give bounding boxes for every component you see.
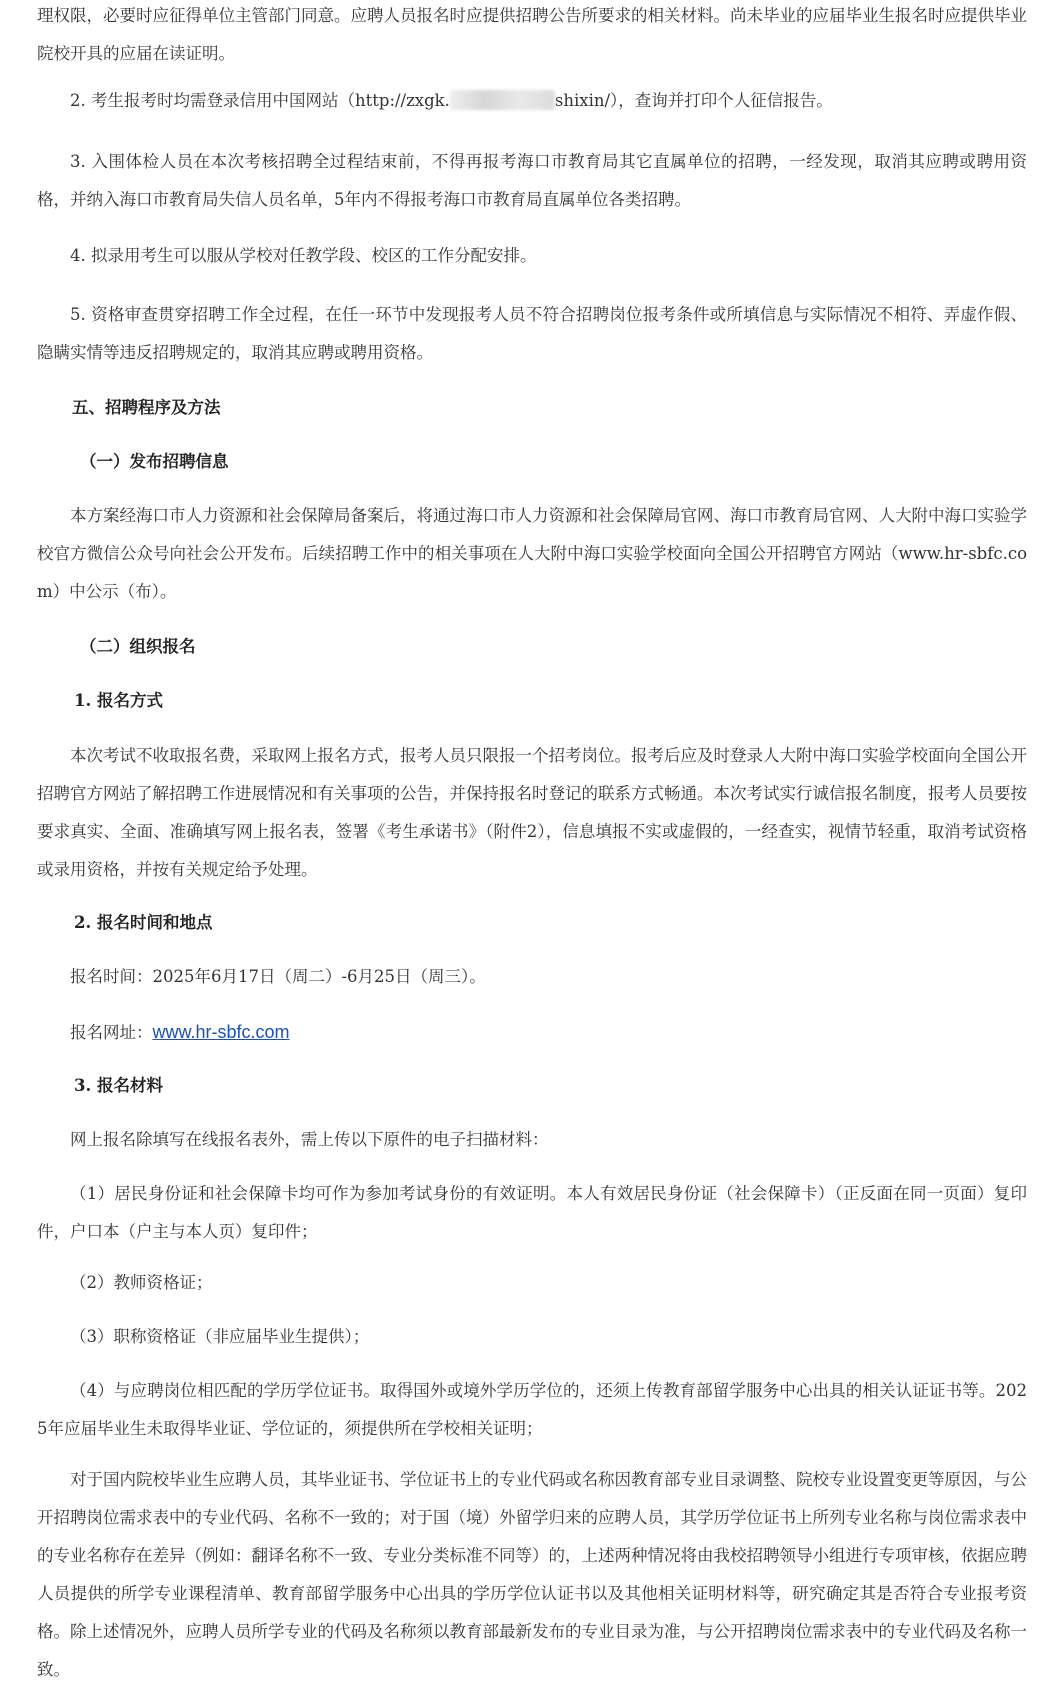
- redacted-url-segment: [450, 90, 555, 110]
- paragraph-registration-method: 本次考试不收取报名费，采取网上报名方式，报考人员只限报一个招考岗位。报考后应及时登录人大附中海口实验学校面向全国公开招聘官方网站了解招聘工作进展情况和有关事项的公告，并保持报名时登记的联系方式畅通。本次考试实行诚信报名制度，报考人员要按要求真实、全面、准确填写网上报名表，签署《考生承诺书》（附件2），信息填报不实或虚假的，一经查实，视情节轻重，取消考试资格或录用资格，并按有关规定给予处理。: [37, 746, 1027, 879]
- list-item-teacher-certificate: （2）教师资格证；: [70, 1273, 213, 1292]
- paragraph-exam-restriction: 3. 入围体检人员在本次考核招聘全过程结束前，不得再报考海口市教育局其它直属单位的招聘，一经发现，取消其应聘或聘用资格，并纳入海口市教育局失信人员名单，5年内不得报考海口市教育局直属单位各类招聘。: [37, 152, 1027, 209]
- section-heading-procedure: 五、招聘程序及方法: [72, 398, 221, 417]
- paragraph-registration-time: 报名时间：2025年6月17日（周二）-6月25日（周三）。: [70, 967, 486, 986]
- paragraph-assignment: 4. 拟录用考生可以服从学校对任教学段、校区的工作分配安排。: [70, 246, 537, 265]
- subsection-heading-publish: （一）发布招聘信息: [80, 452, 229, 471]
- subsection-heading-registration: （二）组织报名: [80, 637, 196, 656]
- list-item-id-card: （1）居民身份证和社会保障卡均可作为参加考试身份的有效证明。本人有效居民身份证（社会保障卡）（正反面在同一页面）复印件，户口本（户主与本人页）复印件；: [37, 1184, 1027, 1241]
- heading-registration-materials: 3. 报名材料: [74, 1076, 163, 1095]
- registration-url-label: 报名网址：: [70, 1023, 153, 1042]
- list-item-title-certificate: （3）职称资格证（非应届毕业生提供）；: [70, 1327, 370, 1346]
- credit-report-text-start: 2. 考生报考时均需登录信用中国网站（http://zxgk.: [70, 91, 450, 110]
- paragraph-materials-intro: 网上报名除填写在线报名表外，需上传以下原件的电子扫描材料：: [70, 1130, 549, 1149]
- paragraph-qualification-materials: 理权限，必要时应征得单位主管部门同意。应聘人员报名时应提供招聘公告所要求的相关材料。尚未毕业的应届毕业生报名时应提供毕业院校开具的应届在读证明。: [37, 6, 1027, 63]
- list-item-degree-certificate: （4）与应聘岗位相匹配的学历学位证书。取得国外或境外学历学位的，还须上传教育部留学服务中心出具的相关认证证书等。2025年应届毕业生未取得毕业证、学位证的，须提供所在学校相关证明；: [37, 1381, 1027, 1438]
- paragraph-publish-info: 本方案经海口市人力资源和社会保障局备案后，将通过海口市人力资源和社会保障局官网、海口市教育局官网、人大附中海口实验学校官方微信公众号向社会公开发布。后续招聘工作中的相关事项在人大附中海口实验学校面向全国公开招聘官方网站（www.hr-sbfc.com）中公示（布）。: [37, 506, 1027, 601]
- heading-registration-method: 1. 报名方式: [74, 691, 163, 710]
- heading-registration-time: 2. 报名时间和地点: [74, 913, 213, 932]
- registration-url-link[interactable]: www.hr-sbfc.com: [152, 1022, 290, 1042]
- credit-report-text-end: shixin/），查询并打印个人征信报告。: [554, 91, 833, 110]
- paragraph-registration-url: [37, 1013, 1027, 1052]
- paragraph-credit-report: [37, 82, 1027, 120]
- paragraph-major-review: 对于国内院校毕业生应聘人员，其毕业证书、学位证书上的专业代码或名称因教育部专业目录调整、院校专业设置变更等原因，与公开招聘岗位需求表中的专业代码、名称不一致的；对于国（境）外留学归来的应聘人员，其学历学位证书上所列专业名称与岗位需求表中的专业名称存在差异（例如：翻译名称不一致、专业分类标准不同等）的，上述两种情况将由我校招聘领导小组进行专项审核，依据应聘人员提供的所学专业课程清单、教育部留学服务中心出具的学历学位认证书以及其他相关证明材料等，研究确定其是否符合专业报考资格。除上述情况外，应聘人员所学专业的代码及名称须以教育部最新发布的专业目录为准，与公开招聘岗位需求表中的专业代码及名称一致。: [37, 1470, 1027, 1679]
- paragraph-qualification-review: 5. 资格审查贯穿招聘工作全过程，在任一环节中发现报考人员不符合招聘岗位报考条件或所填信息与实际情况不相符、弄虚作假、隐瞒实情等违反招聘规定的，取消其应聘或聘用资格。: [37, 305, 1027, 362]
